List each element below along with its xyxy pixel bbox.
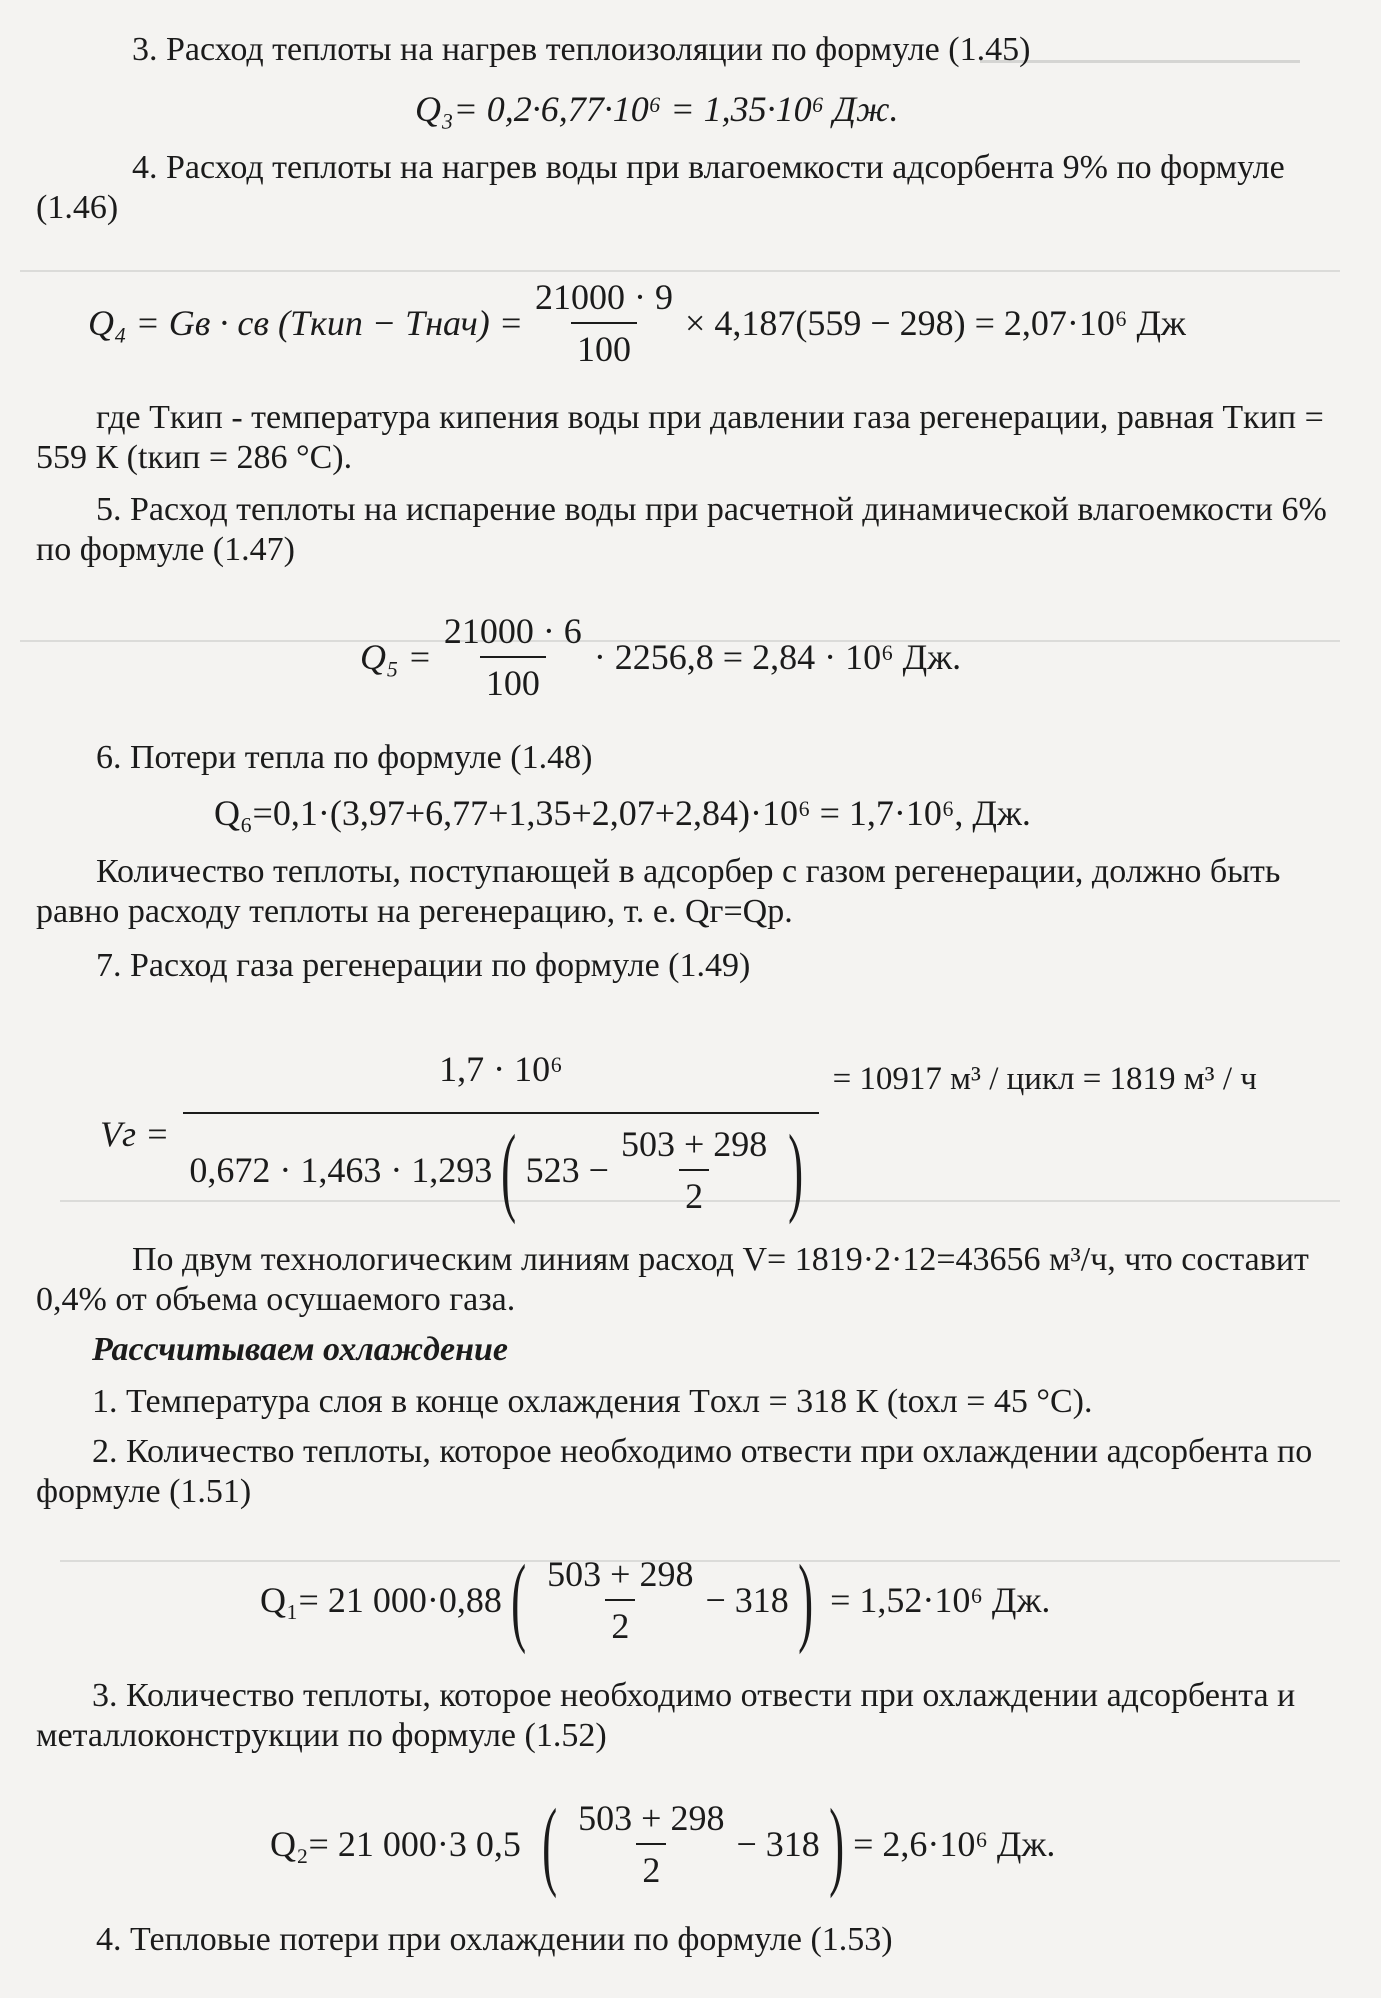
equation-q5-fraction	[438, 610, 588, 704]
equation-q2-lhs: Q₂= 21 000·3 0,5	[270, 1824, 521, 1864]
right-paren-icon: )	[788, 1114, 804, 1225]
equation-vg-rhs: = 10917 м³ / цикл = 1819 м³ / ч	[832, 1060, 1257, 1097]
equation-vg-inner-fraction	[615, 1123, 773, 1217]
para-heat-losses: 6. Потери тепла по формуле (1.48)	[96, 739, 593, 776]
equation-q5-lhs: Q₅ =	[360, 637, 432, 677]
right-paren-icon: )	[797, 1544, 813, 1655]
equation-q1-inner-numerator: 503 + 298	[547, 1554, 694, 1594]
right-paren-icon: )	[828, 1788, 844, 1899]
para-boiling-temperature: где Tкип - температура кипения воды при давлении газа регенерации, равная Tкип = 559 К (tкип = 286 °С).	[36, 399, 1324, 477]
section-heading-cooling: Рассчитываем охлаждение	[92, 1331, 508, 1368]
equation-vg-lhs: Vг =	[100, 1114, 170, 1154]
equation-vg	[100, 1024, 1257, 1244]
equation-vg-denominator	[183, 1112, 818, 1225]
equation-q4-denominator: 100	[571, 322, 637, 370]
equation-q1-lhs: Q₁= 21 000·0,88	[260, 1580, 502, 1620]
left-paren-icon: (	[501, 1114, 517, 1225]
para-cooling-losses: 4. Тепловые потери при охлаждении по формуле (1.53)	[96, 1921, 893, 1958]
para-regeneration-heat-balance: Количество теплоты, поступающей в адсорбер с газом регенерации, должно быть равно расходу теплоты на регенерацию, т. е. Qг=Qр.	[36, 853, 1281, 931]
equation-q4-lhs: Q₄ = Gв · cв (Tкип − Tнач) =	[88, 303, 524, 343]
equation-q3: Q₃= 0,2·6,77·10⁶ = 1,35·10⁶ Дж.	[415, 89, 899, 129]
equation-q1-inner-fraction	[541, 1553, 699, 1647]
para-cooling-adsorbent-metal: 3. Количество теплоты, которое необходимо отвести при охлаждении адсорбента и металлоконструкции по формуле (1.52)	[36, 1677, 1296, 1755]
equation-q5-numerator: 21000 · 6	[443, 611, 582, 651]
equation-q5-rhs: · 2256,8 = 2,84 · 10⁶ Дж.	[593, 637, 962, 677]
equation-q1-rhs: = 1,52·10⁶ Дж.	[830, 1580, 1051, 1620]
para-regeneration-gas-flow: 7. Расход газа регенерации по формуле (1.49)	[96, 947, 751, 984]
equation-vg-inner-numerator: 503 + 298	[620, 1124, 768, 1164]
equation-vg-numerator: 1,7 · 10⁶	[439, 1049, 563, 1089]
equation-q2-rhs: = 2,6·10⁶ Дж.	[853, 1824, 1056, 1864]
equation-q1-inner-rhs: − 318	[705, 1580, 789, 1620]
equation-q5	[360, 602, 961, 712]
para-two-lines-flow: По двум технологическим линиям расход V= 1819·2·12=43656 м³/ч, что составит 0,4% от объема осушаемого газа.	[36, 1241, 1309, 1319]
equation-q1	[260, 1540, 1050, 1660]
equation-q2-inner-fraction	[572, 1797, 730, 1891]
equation-q6: Q₆=0,1·(3,97+6,77+1,35+2,07+2,84)·10⁶ = 1,7·10⁶, Дж.	[214, 793, 1031, 833]
equation-vg-inner-denominator: 2	[679, 1169, 709, 1217]
para-layer-temperature: 1. Температура слоя в конце охлаждения Tохл = 318 К (tохл = 45 °С).	[92, 1383, 1093, 1420]
equation-q1-inner-denominator: 2	[605, 1599, 635, 1647]
equation-q5-denominator: 100	[480, 656, 546, 704]
equation-q2-inner-denominator: 2	[636, 1843, 666, 1891]
equation-vg-fraction	[183, 1048, 818, 1225]
left-paren-icon: (	[511, 1544, 526, 1655]
equation-vg-denominator-coefficients: 0,672 · 1,463 · 1,293	[189, 1150, 493, 1190]
equation-q4	[88, 268, 1186, 378]
para-water-evaporation: 5. Расход теплоты на испарение воды при расчетной динамической влагоемкости 6% по формуле (1.47)	[36, 491, 1327, 569]
equation-q4-numerator: 21000 · 9	[535, 277, 674, 317]
para-cooling-adsorbent: 2. Количество теплоты, которое необходимо отвести при охлаждении адсорбента по формуле (1.51)	[36, 1433, 1313, 1511]
equation-q4-rhs: × 4,187(559 − 298) = 2,07·10⁶ Дж	[685, 303, 1186, 343]
equation-q2	[270, 1784, 1055, 1904]
left-paren-icon: (	[542, 1788, 557, 1899]
equation-q2-inner-numerator: 503 + 298	[578, 1798, 725, 1838]
equation-vg-denominator-temp: 523 −	[525, 1150, 609, 1190]
para-water-heating: 4. Расход теплоты на нагрев воды при влагоемкости адсорбента 9% по формуле (1.46)	[36, 149, 1285, 227]
para-heat-insulation: 3. Расход теплоты на нагрев теплоизоляции по формуле (1.45)	[132, 31, 1031, 68]
equation-q4-fraction	[529, 276, 679, 370]
equation-q2-inner-rhs: − 318	[736, 1824, 820, 1864]
